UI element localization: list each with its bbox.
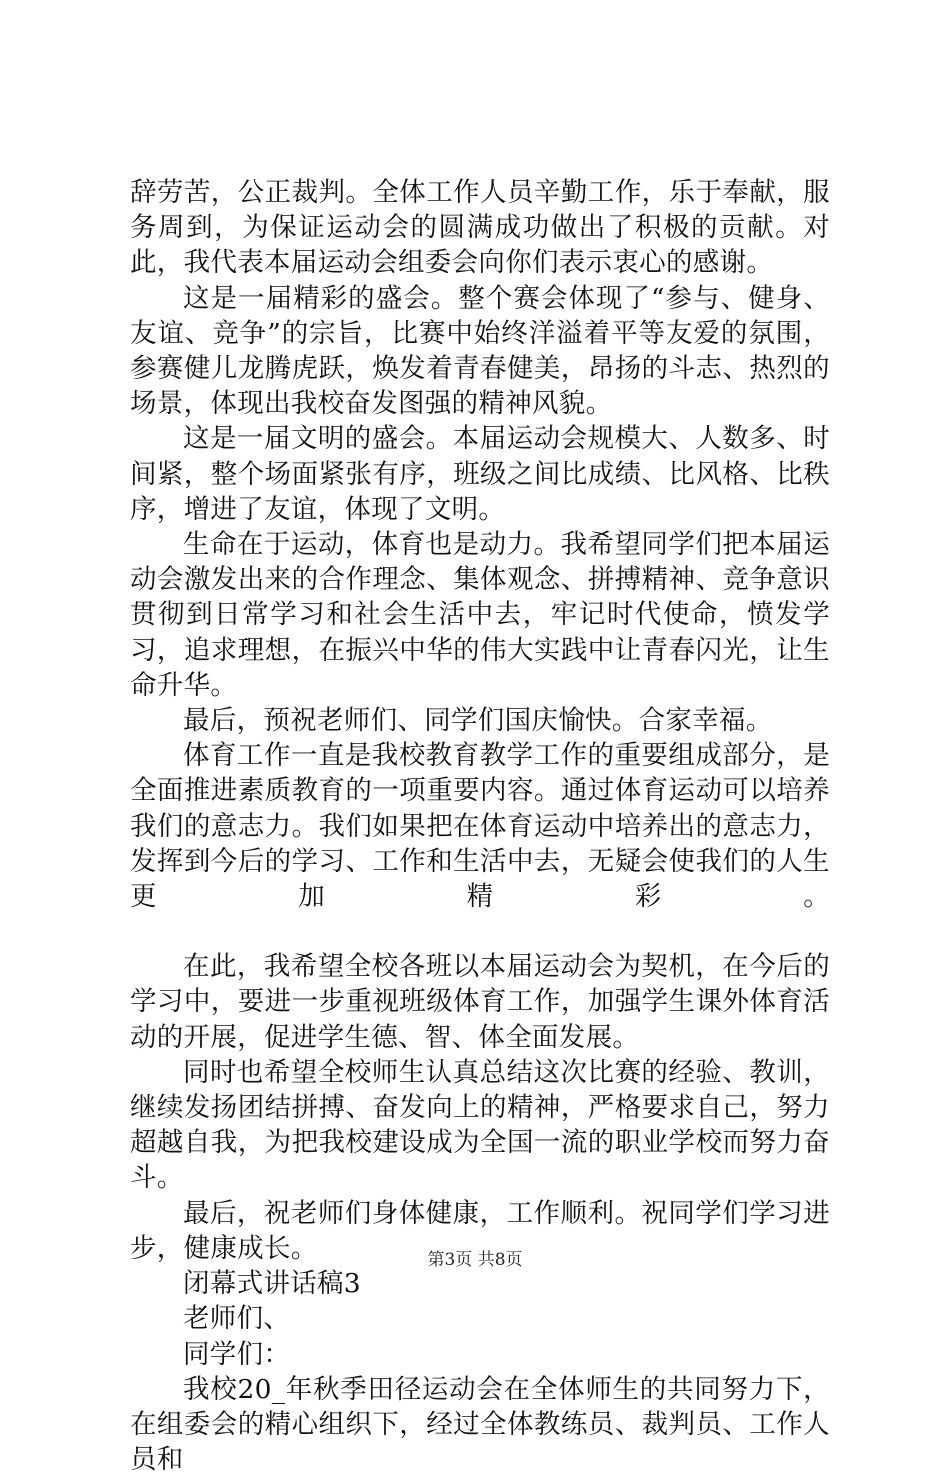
paragraph-class-hopes: 在此，我希望全校各班以本届运动会为契机，在今后的学习中，要进一步重视班级体育工作，加强学生课外体育活动的开展，促进学生德、智、体全面发展。 — [130, 951, 830, 1053]
salutation-teachers: 老师们、 — [183, 1303, 291, 1335]
section-heading-closing-speech-3: 闭幕式讲话稿3 — [183, 1268, 361, 1300]
paragraph-life-in-sport: 生命在于运动，体育也是动力。我希望同学们把本届运动会激发出来的合作理念、集体观念、拼搏精神、竞争意识贯彻到日常学习和社会生活中去，牢记时代使命，愤发学习，追求理想，在振兴中华的伟大实践中让青春闪光，让生命升华。 — [130, 529, 830, 701]
paragraph-civilized-event: 这是一届文明的盛会。本届运动会规模大、人数多、时间紧，整个场面紧张有序，班级之间比成绩、比风格、比秩序，增进了友谊，体现了文明。 — [130, 423, 830, 525]
paragraph-teacher-student-hopes: 同时也希望全校师生认真总结这次比赛的经验、教训，继续发扬团结拼搏、奋发向上的精神，严格要求自己，努力超越自我，为把我校建设成为全国一流的职业学校而努力奋斗。 — [130, 1056, 830, 1194]
paragraph-sports-meet-intro: 我校20_年秋季田径运动会在全体师生的共同努力下，在组委会的精心组织下，经过全体教练员、裁判员、工作人员和 — [130, 1373, 830, 1476]
paragraph-national-day-wishes: 最后，预祝老师们、同学们国庆愉快。合家幸福。 — [183, 705, 773, 737]
paragraph-wonderful-event: 这是一届精彩的盛会。整个赛会体现了“参与、健身、友谊、竞争”的宗旨，比赛中始终洋溢着平等友爱的氛围，参赛健儿龙腾虎跃，焕发着青春健美，昂扬的斗志、热烈的场景，体现出我校奋发图强的精神风貌。 — [130, 282, 830, 420]
paragraph-thanks-staff: 辞劳苦，公正裁判。全体工作人员辛勤工作，乐于奉献，服务周到，为保证运动会的圆满成功做出了积极的贡献。对此，我代表本届运动会组委会向你们表示衷心的感谢。 — [130, 177, 830, 279]
page-footer: 第3页 共8页 — [427, 1250, 523, 1270]
document-body — [130, 175, 830, 1477]
paragraph-sports-work: 体育工作一直是我校教育教学工作的重要组成部分，是全面推进素质教育的一项重要内容。通过体育运动可以培养我们的意志力。我们如果把在体育运动中培养出的意志力，发挥到今后的学习、工作和生活中去，无疑会使我们的人生更加精彩。 — [130, 740, 830, 913]
blank-line — [130, 914, 830, 949]
salutation-students: 同学们： — [183, 1338, 291, 1370]
paragraph-final-wishes: 最后，祝老师们身体健康，工作顺利。祝同学们学习进步，健康成长。 — [130, 1197, 830, 1264]
